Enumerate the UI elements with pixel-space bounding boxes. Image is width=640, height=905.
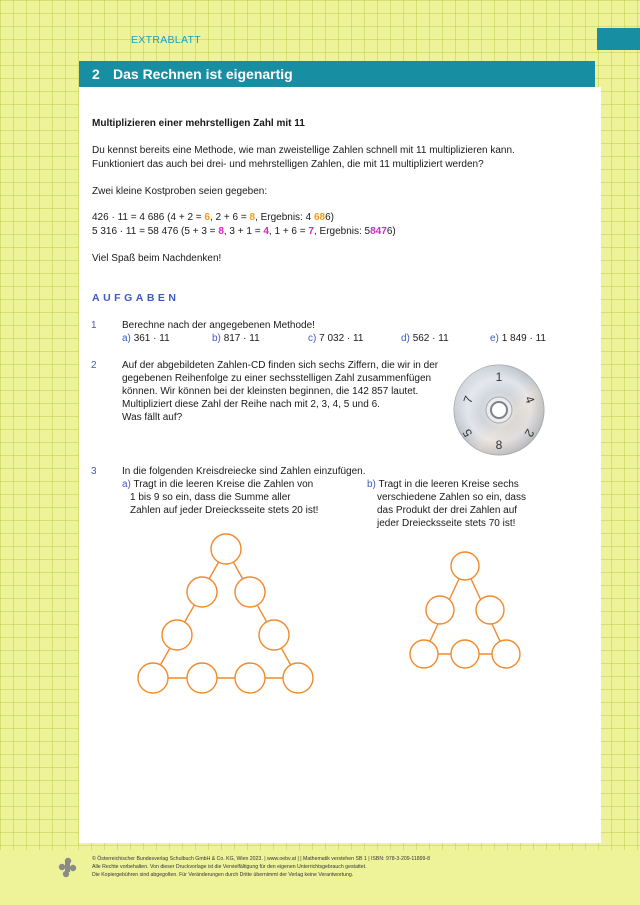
extrablatt-label: EXTRABLATT: [131, 34, 201, 46]
item-expression: 817 · 11: [223, 333, 260, 344]
empty-circle[interactable]: [476, 596, 504, 624]
item-label: c): [308, 333, 317, 344]
example-2-text: , Ergebnis: 5: [313, 226, 371, 237]
task-3a-label: a): [122, 479, 131, 490]
example-1-text: 426 · 11 = 4 686 (4 + 2 =: [92, 212, 205, 223]
task-3b-label: b): [367, 479, 376, 490]
cd-digit: 4: [522, 394, 538, 406]
cd-digit: 1: [495, 370, 503, 384]
example-1: [92, 211, 334, 225]
example-1-text: , Ergebnis: 4: [255, 212, 314, 223]
example-1-digit: 6: [204, 212, 210, 223]
task-2-line: können. Wir können bei der kleinsten beginnen, die 142 857 lautet.: [122, 386, 419, 397]
chapter-number: 2: [92, 66, 100, 82]
worksheet-content: [79, 87, 601, 843]
chapter-title-bar: [79, 61, 595, 87]
empty-circle[interactable]: [211, 534, 241, 564]
task-3a-line: Zahlen auf jeder Dreiecksseite stets 20 ist!: [130, 505, 319, 516]
example-2-text: , 1 + 6 =: [268, 226, 309, 237]
task-2-number: 2: [91, 360, 97, 371]
example-2-text: , 3 + 1 =: [223, 226, 264, 237]
footer-line: Die Kopiergebühren sind abgegolten. Für Veränderungen durch Dritte übernimmt der Verlag keine Verantwortung.: [92, 872, 354, 878]
example-2-digit: 8: [218, 226, 224, 237]
example-2: [92, 225, 396, 239]
item-expression: 361 · 11: [133, 333, 170, 344]
task-1-text: Berechne nach der angegebenen Methode!: [122, 320, 315, 331]
examples-intro: Zwei kleine Kostproben seien gegeben:: [92, 186, 268, 197]
task-2-line: Auf der abgebildeten Zahlen-CD finden sich sechs Ziffern, die wir in der: [122, 360, 439, 371]
task-3b-line: das Produkt der drei Zahlen auf: [377, 505, 518, 516]
circle-triangle-a: [132, 527, 317, 702]
cd-digit: 5: [459, 426, 476, 440]
task-1-item-e: [490, 332, 546, 346]
example-2-result-digits: 847: [370, 226, 387, 237]
item-label: e): [490, 333, 499, 344]
item-label: a): [122, 333, 131, 344]
cd-digit: 2: [521, 426, 538, 440]
example-2-text: 5 316 · 11 = 58 476 (5 + 3 =: [92, 226, 219, 237]
empty-circle[interactable]: [451, 552, 479, 580]
intro-paragraph-line-1: Du kennst bereits eine Methode, wie man zweistellige Zahlen schnell mit 11 multiplizieren kann.: [92, 145, 515, 156]
empty-circle[interactable]: [410, 640, 438, 668]
task-2-line: Was fällt auf?: [122, 412, 183, 423]
item-label: d): [401, 333, 410, 344]
intro-paragraph-line-2: Funktioniert das auch bei drei- und mehrstelligen Zahlen, die mit 11 multipliziert werden?: [92, 159, 484, 170]
empty-circle[interactable]: [187, 577, 217, 607]
empty-circle[interactable]: [283, 663, 313, 693]
footer-copyright: [92, 855, 430, 879]
task-3b-line: [367, 478, 519, 492]
footer-line: © Österreichischer Bundesverlag Schulbuch GmbH & Co. KG, Wien 2023. | www.oebv.at | | Mathematik verstehen SB 1 | ISBN: 978-3-209-11899-8: [92, 856, 431, 862]
number-cd-image: [452, 363, 546, 457]
example-2-digit: 4: [263, 226, 269, 237]
section-heading: Multiplizieren einer mehrstelligen Zahl mit 11: [92, 118, 305, 129]
task-3-number: 3: [91, 466, 97, 477]
task-3a-line: 1 bis 9 so ein, dass die Summe aller: [130, 492, 291, 503]
empty-circle[interactable]: [138, 663, 168, 693]
task-1-number: 1: [91, 320, 97, 331]
circle-triangle-b: [407, 550, 527, 670]
closing-remark: Viel Spaß beim Nachdenken!: [92, 253, 222, 264]
empty-circle[interactable]: [492, 640, 520, 668]
empty-circle[interactable]: [259, 620, 289, 650]
example-1-text: 6): [325, 212, 334, 223]
task-1-item-c: [308, 332, 363, 346]
task-3b-line: verschiedene Zahlen so ein, dass: [377, 492, 526, 503]
item-label: b): [212, 333, 221, 344]
task-2-line: gegebenen Reihenfolge zu einer sechsstelligen Zahl zusammenfügen: [122, 373, 432, 384]
empty-circle[interactable]: [187, 663, 217, 693]
task-3b-line: jeder Dreiecksseite stets 70 ist!: [377, 518, 516, 529]
task-2-line: Multipliziert diese Zahl der Reihe nach mit 2, 3, 4, 5 und 6.: [122, 399, 380, 410]
item-expression: 562 · 11: [412, 333, 449, 344]
empty-circle[interactable]: [162, 620, 192, 650]
header-tab-decoration: [597, 28, 640, 50]
empty-circle[interactable]: [235, 577, 265, 607]
empty-circle[interactable]: [426, 596, 454, 624]
example-1-digit: 8: [249, 212, 256, 223]
cd-digit: 7: [460, 394, 476, 406]
task-1-item-a: [122, 332, 170, 346]
empty-circle[interactable]: [235, 663, 265, 693]
aufgaben-heading: AUFGABEN: [92, 292, 180, 304]
example-2-digit: 7: [308, 226, 314, 237]
example-1-result-digits: 68: [313, 212, 326, 223]
item-expression: 7 032 · 11: [319, 333, 364, 344]
example-2-text: 6): [386, 226, 396, 237]
footer-line: Alle Rechte vorbehalten. Von dieser Druckvorlage ist die Vervielfältigung für den eigenen Unterrichtsgebrauch gestattet.: [92, 864, 367, 870]
chapter-title: Das Rechnen ist eigenartig: [113, 66, 293, 82]
item-expression: 1 849 · 11: [501, 333, 546, 344]
task-3a-text: Tragt in die leeren Kreise die Zahlen von: [133, 479, 314, 490]
task-3b-text: Tragt in die leeren Kreise sechs: [378, 479, 519, 490]
task-1-item-b: [212, 332, 260, 346]
cd-digit: 8: [495, 438, 503, 452]
publisher-logo-icon: [58, 856, 78, 878]
task-3-intro: In die folgenden Kreisdreiecke sind Zahlen einzufügen.: [122, 466, 366, 477]
task-3a-line: [122, 478, 313, 492]
task-1-item-d: [401, 332, 449, 346]
example-1-text: , 2 + 6 =: [209, 212, 250, 223]
empty-circle[interactable]: [451, 640, 479, 668]
